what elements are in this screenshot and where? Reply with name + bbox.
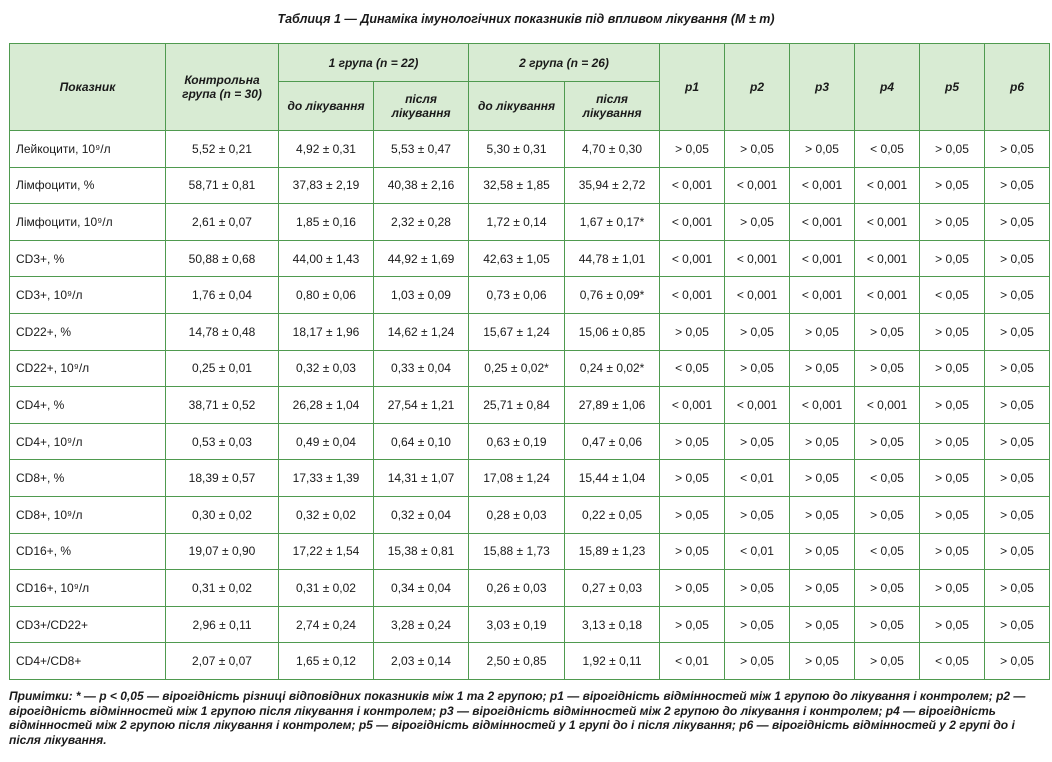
cell-p6: > 0,05 [985,423,1050,460]
cell-g2-after: 35,94 ± 2,72 [565,167,660,204]
table-notes [9,689,1049,747]
cell-p6: > 0,05 [985,496,1050,533]
cell-p2: < 0,01 [725,460,790,497]
cell-control: 0,31 ± 0,02 [166,570,279,607]
cell-p6: > 0,05 [985,533,1050,570]
cell-p3: > 0,05 [790,460,855,497]
cell-p2: < 0,001 [725,277,790,314]
cell-control: 18,39 ± 0,57 [166,460,279,497]
cell-g2-before: 0,26 ± 0,03 [469,570,565,607]
header-p6: p6 [985,44,1050,131]
cell-g2-before: 17,08 ± 1,24 [469,460,565,497]
cell-p1: > 0,05 [660,570,725,607]
cell-control: 50,88 ± 0,68 [166,240,279,277]
cell-p6: > 0,05 [985,643,1050,680]
cell-p3: > 0,05 [790,131,855,168]
cell-p4: > 0,05 [855,606,920,643]
cell-control: 19,07 ± 0,90 [166,533,279,570]
cell-control: 2,96 ± 0,11 [166,606,279,643]
header-indicator: Показник [10,44,166,131]
cell-p6: > 0,05 [985,460,1050,497]
cell-g2-after: 0,27 ± 0,03 [565,570,660,607]
cell-g2-after: 3,13 ± 0,18 [565,606,660,643]
cell-g1-after: 40,38 ± 2,16 [374,167,469,204]
cell-g1-after: 14,31 ± 1,07 [374,460,469,497]
table-row [10,131,1050,168]
cell-g2-before: 1,72 ± 0,14 [469,204,565,241]
header-g2-after: після лікування [565,82,660,131]
cell-p3: < 0,001 [790,204,855,241]
cell-control: 58,71 ± 0,81 [166,167,279,204]
cell-g2-before: 3,03 ± 0,19 [469,606,565,643]
table-row [10,204,1050,241]
cell-g2-before: 5,30 ± 0,31 [469,131,565,168]
table-row [10,277,1050,314]
cell-p5: > 0,05 [920,313,985,350]
cell-g2-before: 2,50 ± 0,85 [469,643,565,680]
cell-g2-before: 0,25 ± 0,02* [469,350,565,387]
cell-p1: < 0,001 [660,204,725,241]
cell-p4: > 0,05 [855,350,920,387]
cell-g1-before: 0,32 ± 0,02 [279,496,374,533]
header-g2-before: до лікування [469,82,565,131]
cell-control: 5,52 ± 0,21 [166,131,279,168]
header-p5: p5 [920,44,985,131]
cell-g2-after: 15,89 ± 1,23 [565,533,660,570]
cell-g1-before: 0,31 ± 0,02 [279,570,374,607]
cell-g2-before: 0,63 ± 0,19 [469,423,565,460]
notes-lead: Примітки: [9,689,73,703]
cell-control: 14,78 ± 0,48 [166,313,279,350]
cell-p2: > 0,05 [725,423,790,460]
cell-g2-after: 0,47 ± 0,06 [565,423,660,460]
header-control: Контрольна група (n = 30) [166,44,279,131]
header-p1: p1 [660,44,725,131]
cell-g1-after: 1,03 ± 0,09 [374,277,469,314]
table-row [10,460,1050,497]
cell-p2: > 0,05 [725,350,790,387]
cell-g1-after: 0,33 ± 0,04 [374,350,469,387]
table-row [10,606,1050,643]
cell-p2: > 0,05 [725,643,790,680]
cell-control: 2,07 ± 0,07 [166,643,279,680]
cell-p4: > 0,05 [855,313,920,350]
row-label: CD8+, 10⁹/л [10,496,166,533]
cell-p4: < 0,001 [855,277,920,314]
cell-g1-before: 0,32 ± 0,03 [279,350,374,387]
cell-p1: < 0,001 [660,167,725,204]
row-label: CD22+, % [10,313,166,350]
row-label: CD4+, 10⁹/л [10,423,166,460]
cell-g1-after: 0,34 ± 0,04 [374,570,469,607]
cell-p5: < 0,05 [920,277,985,314]
cell-g2-after: 0,24 ± 0,02* [565,350,660,387]
cell-p4: < 0,001 [855,204,920,241]
cell-g1-after: 14,62 ± 1,24 [374,313,469,350]
cell-p3: > 0,05 [790,643,855,680]
cell-p4: > 0,05 [855,496,920,533]
row-label: CD4+/CD8+ [10,643,166,680]
table-row [10,313,1050,350]
cell-p6: > 0,05 [985,167,1050,204]
header-row-1 [10,44,1050,82]
header-g1-before: до лікування [279,82,374,131]
cell-p1: > 0,05 [660,131,725,168]
cell-p4: < 0,001 [855,167,920,204]
table-row [10,423,1050,460]
cell-p3: > 0,05 [790,570,855,607]
cell-control: 2,61 ± 0,07 [166,204,279,241]
cell-p5: > 0,05 [920,240,985,277]
cell-g1-after: 2,32 ± 0,28 [374,204,469,241]
cell-p3: > 0,05 [790,606,855,643]
table-row [10,570,1050,607]
table-row [10,643,1050,680]
cell-g2-before: 42,63 ± 1,05 [469,240,565,277]
cell-g2-after: 44,78 ± 1,01 [565,240,660,277]
cell-p5: > 0,05 [920,496,985,533]
cell-g1-after: 27,54 ± 1,21 [374,387,469,424]
cell-control: 0,25 ± 0,01 [166,350,279,387]
cell-p3: < 0,001 [790,277,855,314]
cell-p2: > 0,05 [725,606,790,643]
cell-g2-after: 4,70 ± 0,30 [565,131,660,168]
cell-g1-before: 44,00 ± 1,43 [279,240,374,277]
cell-p5: > 0,05 [920,460,985,497]
cell-p6: > 0,05 [985,606,1050,643]
cell-g2-before: 0,73 ± 0,06 [469,277,565,314]
cell-g1-before: 26,28 ± 1,04 [279,387,374,424]
cell-p2: < 0,01 [725,533,790,570]
cell-g1-before: 1,85 ± 0,16 [279,204,374,241]
cell-p6: > 0,05 [985,570,1050,607]
cell-p1: < 0,001 [660,277,725,314]
cell-p5: > 0,05 [920,570,985,607]
cell-p4: < 0,05 [855,460,920,497]
cell-p4: > 0,05 [855,423,920,460]
cell-g1-before: 0,49 ± 0,04 [279,423,374,460]
cell-p6: > 0,05 [985,240,1050,277]
cell-p5: > 0,05 [920,204,985,241]
cell-p3: > 0,05 [790,350,855,387]
header-p3: p3 [790,44,855,131]
cell-g1-before: 18,17 ± 1,96 [279,313,374,350]
cell-p4: < 0,001 [855,387,920,424]
cell-p5: > 0,05 [920,423,985,460]
cell-control: 38,71 ± 0,52 [166,387,279,424]
cell-p3: < 0,001 [790,387,855,424]
cell-p6: > 0,05 [985,313,1050,350]
row-label: Лейкоцити, 10⁹/л [10,131,166,168]
cell-g1-before: 1,65 ± 0,12 [279,643,374,680]
cell-p1: > 0,05 [660,313,725,350]
cell-p1: < 0,001 [660,240,725,277]
cell-p2: < 0,001 [725,167,790,204]
cell-p4: < 0,05 [855,131,920,168]
cell-p5: > 0,05 [920,606,985,643]
cell-p6: > 0,05 [985,131,1050,168]
table-row [10,240,1050,277]
cell-control: 1,76 ± 0,04 [166,277,279,314]
cell-g2-before: 15,88 ± 1,73 [469,533,565,570]
cell-p2: < 0,001 [725,240,790,277]
cell-g2-after: 1,67 ± 0,17* [565,204,660,241]
cell-p2: > 0,05 [725,204,790,241]
cell-g1-before: 2,74 ± 0,24 [279,606,374,643]
cell-p1: < 0,05 [660,350,725,387]
cell-g1-before: 0,80 ± 0,06 [279,277,374,314]
cell-p3: < 0,001 [790,167,855,204]
cell-control: 0,53 ± 0,03 [166,423,279,460]
row-label: CD4+, % [10,387,166,424]
row-label: CD8+, % [10,460,166,497]
cell-g1-before: 37,83 ± 2,19 [279,167,374,204]
cell-p1: > 0,05 [660,423,725,460]
cell-g2-after: 1,92 ± 0,11 [565,643,660,680]
cell-g2-before: 32,58 ± 1,85 [469,167,565,204]
header-group1: 1 група (n = 22) [279,44,469,82]
cell-p1: > 0,05 [660,460,725,497]
cell-g1-after: 15,38 ± 0,81 [374,533,469,570]
cell-p1: < 0,01 [660,643,725,680]
cell-p5: > 0,05 [920,167,985,204]
table-row [10,387,1050,424]
table-row [10,350,1050,387]
cell-p2: < 0,001 [725,387,790,424]
row-label: CD22+, 10⁹/л [10,350,166,387]
table-row [10,533,1050,570]
cell-g1-after: 0,64 ± 0,10 [374,423,469,460]
cell-p2: > 0,05 [725,496,790,533]
cell-g1-after: 2,03 ± 0,14 [374,643,469,680]
cell-g1-after: 5,53 ± 0,47 [374,131,469,168]
cell-g2-after: 15,44 ± 1,04 [565,460,660,497]
cell-p2: > 0,05 [725,570,790,607]
table-caption: Таблиця 1 — Динаміка імунологічних показників під впливом лікування (M ± m) [277,12,775,26]
cell-p4: > 0,05 [855,570,920,607]
cell-g2-after: 0,76 ± 0,09* [565,277,660,314]
table-row [10,167,1050,204]
cell-p3: > 0,05 [790,423,855,460]
cell-p1: > 0,05 [660,606,725,643]
header-p2: p2 [725,44,790,131]
cell-control: 0,30 ± 0,02 [166,496,279,533]
cell-p1: > 0,05 [660,533,725,570]
cell-g1-before: 17,22 ± 1,54 [279,533,374,570]
row-label: Лімфоцити, % [10,167,166,204]
row-label: CD3+, % [10,240,166,277]
cell-p6: > 0,05 [985,350,1050,387]
row-label: CD16+, % [10,533,166,570]
cell-p1: < 0,001 [660,387,725,424]
cell-g2-before: 15,67 ± 1,24 [469,313,565,350]
row-label: CD3+/CD22+ [10,606,166,643]
cell-p5: > 0,05 [920,350,985,387]
header-group2: 2 група (n = 26) [469,44,660,82]
cell-p3: > 0,05 [790,313,855,350]
cell-p2: > 0,05 [725,313,790,350]
cell-g2-before: 25,71 ± 0,84 [469,387,565,424]
cell-p5: > 0,05 [920,387,985,424]
cell-p5: < 0,05 [920,643,985,680]
row-label: CD16+, 10⁹/л [10,570,166,607]
header-p4: p4 [855,44,920,131]
cell-p4: < 0,05 [855,533,920,570]
cell-p5: > 0,05 [920,131,985,168]
cell-p2: > 0,05 [725,131,790,168]
table-row [10,496,1050,533]
cell-g2-after: 15,06 ± 0,85 [565,313,660,350]
cell-g2-after: 27,89 ± 1,06 [565,387,660,424]
immunology-table [9,43,1050,680]
header-g1-after: після лікування [374,82,469,131]
cell-p3: < 0,001 [790,240,855,277]
row-label: Лімфоцити, 10⁹/л [10,204,166,241]
cell-p4: > 0,05 [855,643,920,680]
cell-g1-after: 0,32 ± 0,04 [374,496,469,533]
cell-p5: > 0,05 [920,533,985,570]
cell-g1-before: 4,92 ± 0,31 [279,131,374,168]
cell-p3: > 0,05 [790,533,855,570]
cell-p6: > 0,05 [985,277,1050,314]
cell-g1-after: 44,92 ± 1,69 [374,240,469,277]
cell-p6: > 0,05 [985,387,1050,424]
cell-g2-before: 0,28 ± 0,03 [469,496,565,533]
cell-g2-after: 0,22 ± 0,05 [565,496,660,533]
cell-p6: > 0,05 [985,204,1050,241]
cell-p3: > 0,05 [790,496,855,533]
cell-g1-before: 17,33 ± 1,39 [279,460,374,497]
cell-g1-after: 3,28 ± 0,24 [374,606,469,643]
row-label: CD3+, 10⁹/л [10,277,166,314]
cell-p1: > 0,05 [660,496,725,533]
notes-text: * — р < 0,05 — вірогідність різниці відповідних показників між 1 та 2 групою; р1 — вірогідність відмінностей між 1 групою до лікування і контролем; р2 — вірогідність відмінностей між 1 групою після лікування і контролем; р3 — вірогідність відмінностей між 2 групою до лікування і контролем; р4 — вірогідність відмінностей між 2 групою після лікування і контролем; р5 — вірогідність відмінностей у 1 групі до і після лікування; р6 — вірогідність відмінностей у 2 групі до і після лікування. [9,689,1026,747]
cell-p4: < 0,001 [855,240,920,277]
